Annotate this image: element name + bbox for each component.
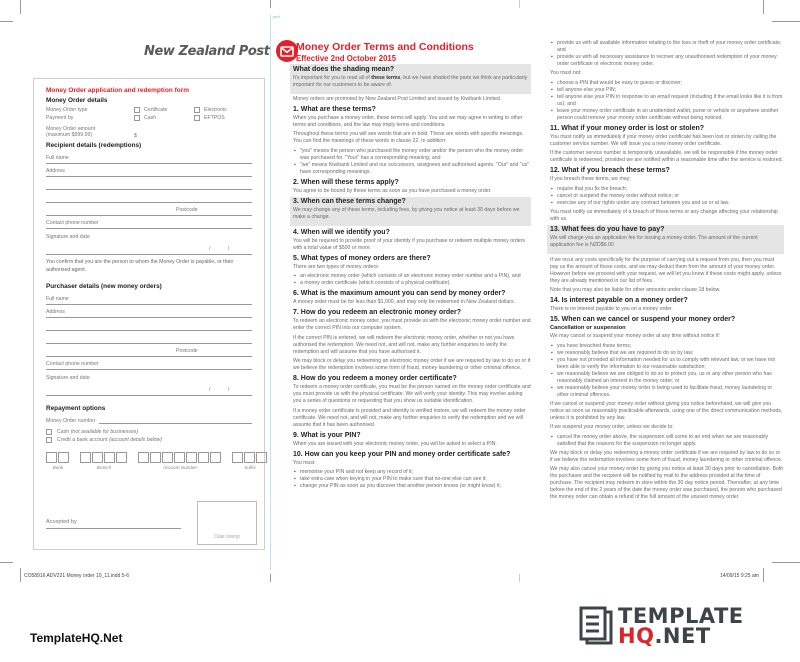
- crop-mark: [270, 574, 271, 582]
- print-slug-date: 14/09/15 9:25 am: [720, 573, 759, 579]
- clause-11-heading: 11. What if your money order is lost or stolen?: [550, 124, 705, 132]
- purchaser-signature-field[interactable]: / /: [46, 383, 252, 396]
- clause-15-heading: 15. When can we cancel or suspend your money order?: [550, 316, 736, 323]
- money-order-details-heading: Money Order details: [46, 97, 108, 104]
- amount-max-label: (maximum $999.99): [46, 132, 93, 138]
- branch-code-field[interactable]: Branch: [80, 452, 128, 470]
- amount-label: Money Order amount: [46, 126, 96, 132]
- repayment-heading: Repayment options: [46, 405, 106, 412]
- clause-4-heading: 4. When will we identify you?: [293, 228, 390, 236]
- terms-column-right: ▪ provide us with all available information relating to the loss or theft of your money order certificate; and ▪ provide us with all necessary assistance to recover any unauthorised redemption of your money order certificate or electronic money order. You must not: ▪ choose a PIN that would be easy to guess or discover; ▪ tell anyone else your PIN; ▪ tell anyone else your PIN in response to an email request (including if the email looks like it is from us); and ▪ leave your money order certificate in an unattended wallet, purse or vehicle or anywhere another person could remove your money order certificate without being noticed. 11. What if your money order is lost or stolen? You must notify us immediately if your money order certificate has been lost or stolen by calling the customer service number. We will issue you a new money order certificate. If the customer service number is temporarily unavailable, we will be responsible if the money order certificate is redeemed, provided we are notified within a reasonable time after the service is restored. 12. What if you breach these terms? If you breach these terms, we may: ▪ require that you fix the breach; ▪ cancel or suspend the money order without notice; or ▪ exercise any of our rights under any contract between you and us or at law. You must notify us immediately of a breach of these terms or any change affecting your relationship with us. 13. What fees do you have to pay? We will charge you an application fee for issuing a money order. The amount of the current application fee is NZD$6.00 If we incur any costs specifically for the purpose of carrying out a request from you, then you must pay us the amount of those costs, and we may deduct them from the amount of your money order. However before we proceed with your request, we will let you know if these costs might apply, unless they are already mentioned in our list of fees. Note that you may also be liable for other amounts under clause 18 below. 14. Is interest payable on a money order? There is no interest payable to you on a money order. 15. When can we cancel or suspend your money order? Cancellation or suspension We may cancel or suspend your money order at any time without notice if: ▪ you have breached these terms; ▪ we reasonably believe that we are required to do so by law; ▪ you have not provided all information needed for us to comply with relevant law, or we have not been able to verify the information to our reasonable satisfaction; ▪ we reasonably believe we are obliged to do so to protect you, us or any other person who has reasonably claimed an interest in the money order; or ▪ we reasonably believe your money order is being used to facilitate fraud, money laundering or other criminal offences. If we cancel or suspend your money order without giving you notice beforehand, we will give you notice as soon as reasonably practicable afterwards, using one of the direct communication methods, unless it is prohibited by any law. If we suspend your money order, unless we decide to: ▪ cancel the money order above, the suspension will come to an end when we are reasonably satisfied that the reasons for the suspension no longer apply. We may block or delay you redeeming a money order certificate if we are required by law to do so or if we believe the redemption involves some form of fraud, money laundering or other criminal offence. We may also cancel your money order by giving you notice at least 30 days prior to cancellation. Both the purchaser and the recipient will be notified by mail to the address provided at the time of purchase. The recipient may redeem in store within the 30 day notice period. Thereafter, at any time before the end of the 2 years of the date the money order was purchased, the person who purchased the money order can obtain a refund of the full amount of the unused money order.: [550, 40, 784, 504]
- terms-effective-date: Effective 2nd October 2015: [296, 54, 397, 63]
- application-form: [33, 78, 265, 550]
- clause-14-heading: 14. Is interest payable on a money order?: [550, 297, 688, 304]
- clause-9-heading: 9. What is your PIN?: [293, 431, 361, 439]
- recipient-full-name-field[interactable]: Full name: [46, 151, 252, 164]
- eftpos-checkbox[interactable]: EFTPOS: [194, 115, 252, 121]
- clause-7-heading: 7. How do you redeem an electronic money order?: [293, 309, 462, 316]
- accepted-by-field[interactable]: Accepted by: [46, 519, 181, 529]
- payment-by-label: Payment by: [46, 115, 74, 121]
- bank-account-fields: [46, 452, 256, 470]
- shading-explainer: What does the shading mean? It's important for you to read all of these terms, but we have shaded the parts we think are particularly important for our customers to be aware of.: [290, 64, 531, 94]
- perforation-label: perf: [273, 14, 280, 19]
- crop-mark: [270, 0, 271, 8]
- nz-post-logo: [144, 40, 298, 62]
- purchaser-address-line2[interactable]: [46, 318, 252, 331]
- purchaser-address-field[interactable]: Address: [46, 305, 252, 318]
- crop-mark: [0, 562, 13, 563]
- logo-wordmark: New Zealand Post: [144, 43, 270, 59]
- clause-8-heading: 8. How do you redeem a money order certificate?: [293, 375, 457, 382]
- clause-12-heading: 12. What if you breach these terms?: [550, 167, 670, 174]
- recipient-signature-label-row: Signature and date: [46, 234, 90, 240]
- form-title: Money Order application and redemption form: [46, 87, 190, 94]
- clause-3-shaded: 3. When can these terms change? We may change any of these terms, including fees, by giving you notice at least 30 days before we make a change.: [290, 197, 531, 226]
- crop-mark: [519, 0, 520, 8]
- recipient-signature-field[interactable]: / /: [46, 242, 252, 255]
- purchaser-signature-label-row: Signature and date: [46, 375, 90, 381]
- recipient-heading: Recipient details (redemptions): [46, 142, 142, 149]
- document-stack-icon: [578, 606, 614, 646]
- clause-2-heading: 2. When will these terms apply?: [293, 178, 399, 186]
- crop-mark: [763, 568, 764, 582]
- terms-title: Money Order Terms and Conditions: [296, 41, 474, 53]
- crop-mark: [0, 21, 13, 22]
- suffix-field[interactable]: Suffix: [232, 452, 268, 470]
- crop-mark: [20, 0, 21, 14]
- crop-mark: [772, 562, 800, 563]
- recipient-confirmation: You confirm that you are the person to whom the Money Order is payable, or their authorised agent.: [46, 259, 234, 273]
- crop-mark: [20, 568, 21, 582]
- purchaser-address-line3[interactable]: [46, 331, 252, 344]
- money-order-type-label: Money Order type: [46, 107, 88, 113]
- recipient-address-line2[interactable]: [46, 177, 252, 190]
- purchaser-heading: Purchaser details (new money orders): [46, 283, 162, 290]
- clause-10-heading: 10. How can you keep your PIN and money order certificate safe?: [293, 450, 511, 458]
- electronic-checkbox[interactable]: Electronic: [194, 107, 252, 113]
- bank-code-field[interactable]: Bank: [46, 452, 70, 470]
- recipient-phone-field[interactable]: Contact phone number: [46, 216, 252, 229]
- envelope-icon: [276, 40, 298, 62]
- money-order-number-field[interactable]: [99, 418, 252, 424]
- amount-field[interactable]: $: [134, 133, 137, 139]
- purchaser-postcode-field[interactable]: Postcode: [46, 344, 252, 357]
- clause-13-heading: 13. What fees do you have to pay?: [550, 226, 665, 233]
- crop-mark: [772, 21, 800, 22]
- account-number-field[interactable]: Account Number: [138, 452, 222, 470]
- certificate-checkbox[interactable]: Certificate: [134, 107, 194, 113]
- recipient-address-field[interactable]: Address: [46, 164, 252, 177]
- purchaser-phone-field[interactable]: Contact phone number: [46, 357, 252, 370]
- money-order-number-label: Money Order number: [46, 418, 96, 424]
- cash-checkbox[interactable]: Cash: [134, 115, 194, 121]
- watermark-text: TemplateHQ.Net: [30, 631, 123, 645]
- crop-mark: [763, 0, 764, 14]
- clause-6-heading: 6. What is the maximum amount you can send by money order?: [293, 290, 506, 297]
- templatehq-logo: TEMPLATE HQ.NET: [578, 606, 744, 646]
- crop-mark: [519, 574, 520, 582]
- cash-repayment-checkbox[interactable]: Cash (not available for businesses): [46, 428, 252, 436]
- clause-13-shaded: 13. What fees do you have to pay? We will charge you an application fee for issuing a money order. The amount of the current application fee is NZD$6.00: [547, 225, 784, 254]
- terms-column-left: What does the shading mean? It's important for you to read all of these terms, but we have shaded the parts we think are particularly important for our customers to be aware of. Money orders are promoted by New Zealand Post Limited and issued by Kiwibank Limited. 1. What are these terms? When you purchase a money order, these terms will apply. You and we may agree in writing to other terms and conditions, and the law may imply terms and conditions. Throughout these terms you will see words that are in bold. These are words with specific meanings. You can find the meanings of these words in clause 22. In addition: ▪ "you" means the person who purchased the money order and/or the person who the money order was purchased for. "Your" has a corresponding meaning; and ▪ "we" means Kiwibank Limited and our successors, assignees and authorised agents. "Our" and "us" have corresponding meanings. 2. When will these terms apply? You agree to be bound by these terms as soon as you have purchased a money order. 3. When can these terms change? We may change any of these terms, including fees, by giving you notice at least 30 days before we make a change. 4. When will we identify you? You will be required to provide proof of your identity if you purchase or redeem multiple money orders with a total value of $500 or more. 5. What types of money orders are there? There are two types of money orders: ▪ an electronic money order (which consists of an electronic money order number and a PIN), and ▪ a money order certificate (which consists of a physical certificate). 6. What is the maximum amount you can send by money order? A money order must be for less than $1,000, and may only be redeemed in New Zealand dollars. 7. How do you redeem an electronic money order? To redeem an electronic money order, you must provide us with the electronic money order number and enter the correct PIN into our computer system. If the correct PIN is entered, we will redeem the electronic money order, whether or not you have authorised the redemption. We need not, and will not, make any further enquiries to verify the redemption and will assume that you have authorised it. We may block or delay you redeeming an electronic money order if we are required by law to do so or if we believe the redemption involves some form of fraud, money laundering or other criminal offence. 8. How do you redeem a money order certificate? To redeem a money order certificate, you must be the person named on the money order certificate and you must provide us with the physical certificate. We will verify your identity. This may involve asking you a series of questions or requesting that you show us suitable identification. If a money order certificate is provided and identity is verified instore, we will redeem the money order certificate. We need not, and will not, make any further enquiries to verify the redemption and we will assume that it has been authorised. 9. What is your PIN? When you are issued with your electronic money order, you will be asked to select a PIN. 10. How can you keep your PIN and money order certificate safe? You must: ▪ memorise your PIN and not keep any record of it; ▪ take extra care when keying in your PIN to make sure that no-one else can see it; ▪ change your PIN as soon as you discover that another person knows (or might know) it;: [293, 64, 531, 492]
- clause-5-heading: 5. What types of money orders are there?: [293, 254, 431, 262]
- recipient-address-line3[interactable]: [46, 190, 252, 203]
- date-stamp-box: Date stamp: [197, 501, 257, 545]
- intro-text: Money orders are promoted by New Zealand Post Limited and issued by Kiwibank Limited.: [293, 95, 502, 102]
- bank-repayment-checkbox[interactable]: Credit a bank account (account details below): [46, 436, 252, 444]
- purchaser-full-name-field[interactable]: Full name: [46, 292, 252, 305]
- perforation-line: [270, 14, 271, 570]
- clause-3-heading: 3. When can these terms change?: [293, 198, 406, 205]
- clause-1-heading: 1. What are these terms?: [293, 105, 376, 113]
- recipient-postcode-field[interactable]: Postcode: [46, 203, 252, 216]
- print-slug-file: CO58916 ADV221 Money order 10_11.indd 5-6: [24, 573, 129, 579]
